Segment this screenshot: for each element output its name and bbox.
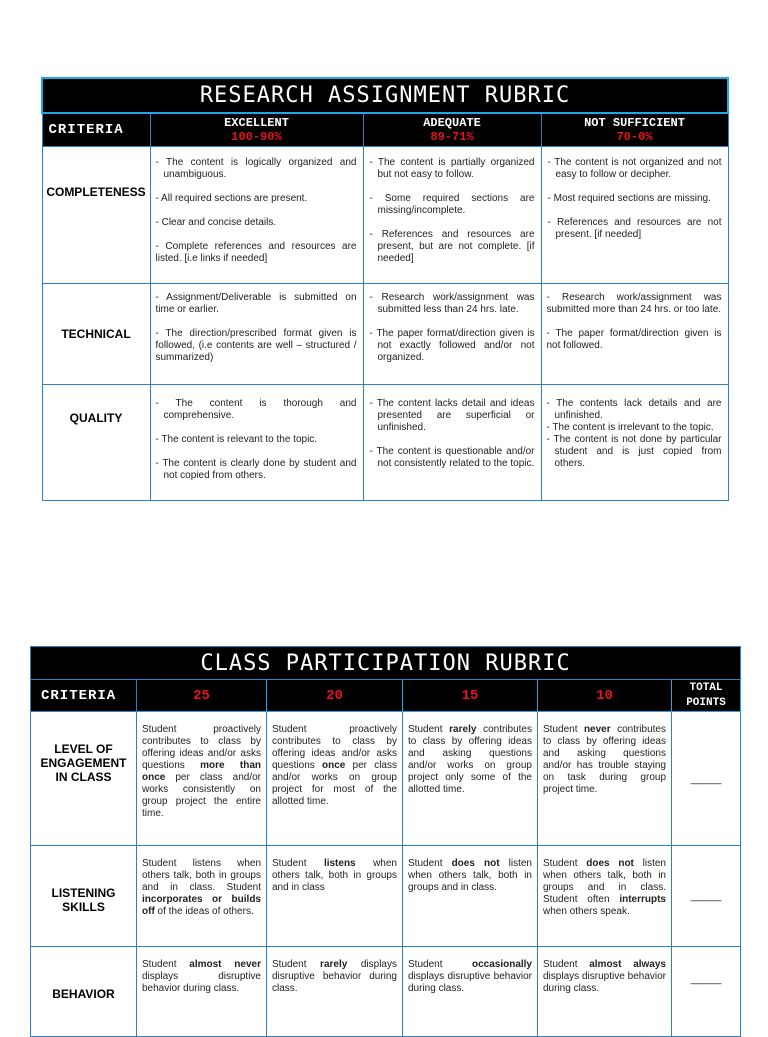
table-row (31, 947, 741, 1037)
descriptor-cell: Student does not listen when others talk, both in groups and in class. (403, 846, 538, 947)
points-label: POINTS (686, 696, 726, 709)
descriptor-cell (363, 146, 541, 283)
research-assignment-rubric (41, 77, 729, 501)
descriptor-cell (150, 146, 363, 283)
descriptor: - Assignment/Deliverable is submitted on time or earlier. (155, 291, 357, 315)
descriptor: - Clear and concise details. (155, 216, 277, 228)
table-row (42, 384, 728, 500)
criteria-header: CRITERIA (31, 680, 137, 712)
descriptor: - The content is relevant to the topic. (155, 433, 318, 445)
descriptor-cell (541, 384, 728, 500)
descriptor: - Research work/assignment was submitted less than 24 hrs. late. (369, 291, 535, 315)
level-header-adequate (363, 113, 541, 146)
criterion-label: LEVEL OF ENGAGEMENT IN CLASS (31, 712, 137, 846)
descriptor: - The content is questionable and/or not consistently related to the topic. (369, 445, 535, 469)
descriptor: - Research work/assignment was submitted more than 24 hrs. or too late. (546, 291, 722, 315)
table-row (42, 146, 728, 283)
descriptor: - The content is logically organized and unambiguous. (155, 156, 357, 180)
descriptor-cell: Student does not listen when others talk, both in groups and in class. Student often interrupts when others speak. (538, 846, 672, 947)
criterion-label: COMPLETENESS (42, 146, 150, 283)
table-row (31, 846, 741, 947)
descriptor: - The contents lack details and are unfinished. (546, 397, 722, 421)
rubric-title: CLASS PARTICIPATION RUBRIC (31, 647, 741, 680)
descriptor: - The content is thorough and comprehensive. (155, 397, 357, 421)
descriptor-cell (150, 384, 363, 500)
descriptor-cell (541, 283, 728, 384)
level-range: 100-90% (231, 129, 282, 144)
descriptor: - The paper format/direction given is not followed. (546, 327, 722, 351)
descriptor: - The content is irrelevant to the topic. (546, 421, 714, 433)
class-participation-rubric (30, 646, 741, 1037)
descriptor: - The content is not organized and not easy to follow or decipher. (547, 156, 722, 180)
descriptor-cell: Student rarely contributes to class by offering ideas and asking questions and/or works on group project only some of the allotted time. (403, 712, 538, 846)
descriptor: - References and resources are not present. [if needed] (547, 216, 722, 240)
score-header-10: 10 (538, 680, 672, 712)
descriptor: - The content is partially organized but not easy to follow. (369, 156, 535, 180)
descriptor-cell: Student listens when others talk, both in groups and in class. Student incorporates or builds off of the ideas of others. (137, 846, 267, 947)
level-range: 70-0% (616, 129, 653, 144)
descriptor-cell: Student rarely displays disruptive behavior during class. (267, 947, 403, 1037)
descriptor: - The content lacks detail and ideas presented are superficial or unfinished. (369, 397, 535, 433)
table-row (31, 712, 741, 846)
level-label: NOT SUFFICIENT (584, 115, 685, 130)
descriptor-cell: Student never contributes to class by offering ideas and asking questions and/or has trouble staying on task during group project time. (538, 712, 672, 846)
descriptor: - Most required sections are missing. (547, 192, 711, 204)
total-points-header (672, 680, 741, 712)
descriptor-cell (363, 384, 541, 500)
descriptor: - References and resources are present, but are not complete. [if needed] (369, 228, 535, 264)
level-label: EXCELLENT (224, 115, 289, 130)
criteria-header: CRITERIA (42, 113, 150, 146)
level-header-excellent (150, 113, 363, 146)
descriptor: - Some required sections are missing/incomplete. (369, 192, 535, 216)
score-header-20: 20 (267, 680, 403, 712)
rubric-title: RESEARCH ASSIGNMENT RUBRIC (42, 78, 728, 113)
descriptor-cell: Student listens when others talk, both in groups and in class (267, 846, 403, 947)
descriptor: - Complete references and resources are listed. [i.e links if needed] (155, 240, 357, 264)
criterion-label: QUALITY (42, 384, 150, 500)
total-label: TOTAL (689, 681, 723, 694)
descriptor: - All required sections are present. (155, 192, 308, 204)
level-label: ADEQUATE (423, 115, 481, 130)
descriptor: - The content is clearly done by student and not copied from others. (155, 457, 357, 481)
score-header-15: 15 (403, 680, 538, 712)
total-points-blank[interactable]: _____ (672, 712, 741, 846)
total-points-blank[interactable]: _____ (672, 947, 741, 1037)
criterion-label: BEHAVIOR (31, 947, 137, 1037)
descriptor-cell: Student proactively contributes to class by offering ideas and/or asks questions once per class and/or works on group project for most of the allotted time. (267, 712, 403, 846)
descriptor: - The paper format/direction given is not exactly followed and/or not organized. (369, 327, 535, 363)
descriptor: - The content is not done by particular student and is just copied from others. (546, 433, 722, 469)
criterion-label: LISTENING SKILLS (31, 846, 137, 947)
total-points-blank[interactable]: _____ (672, 846, 741, 947)
level-header-not-sufficient (541, 113, 728, 146)
descriptor-cell: Student almost never displays disruptive behavior during class. (137, 947, 267, 1037)
descriptor-cell: Student occasionally displays disruptive behavior during class. (403, 947, 538, 1037)
criterion-label: TECHNICAL (42, 283, 150, 384)
level-range: 89-71% (430, 129, 474, 144)
table-row (42, 283, 728, 384)
descriptor-cell: Student almost always displays disruptive behavior during class. (538, 947, 672, 1037)
descriptor-cell (363, 283, 541, 384)
descriptor-cell: Student proactively contributes to class by offering ideas and/or asks questions more than once per class and/or works consistently on group project the entire time. (137, 712, 267, 846)
score-header-25: 25 (137, 680, 267, 712)
descriptor-cell (541, 146, 728, 283)
descriptor: - The direction/prescribed format given is followed, (i.e contents are well – structured / summarized) (155, 327, 357, 363)
descriptor-cell (150, 283, 363, 384)
